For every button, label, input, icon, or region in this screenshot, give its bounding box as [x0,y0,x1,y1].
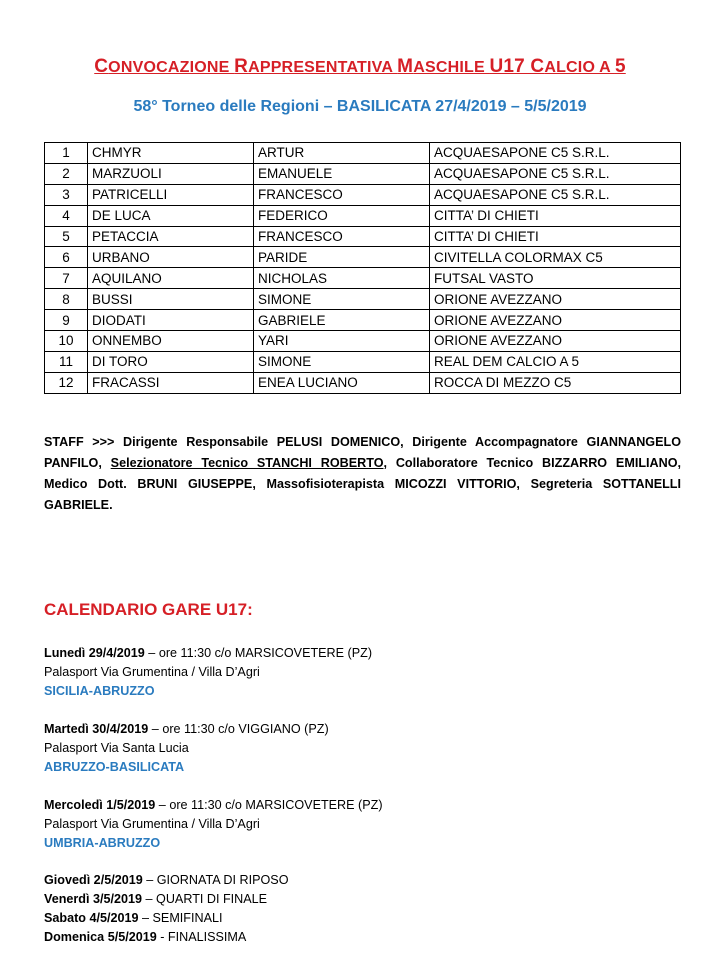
player-number: 6 [45,247,88,268]
match-block [44,796,684,853]
title-segment: R [234,56,249,77]
match-info: – ore 11:30 c/o VIGGIANO (PZ) [148,722,329,736]
staff-text: , Collaboratore Tecnico BIZZARRO EMILIANO, Medico Dott. BRUNI GIUSEPPE, Massofisioterapista MICOZZI VITTORIO, Segreteria SOTTANELLI GABRIELE. [44,456,681,512]
player-name: GABRIELE [254,310,430,331]
staff-coach-underlined: Selezionatore Tecnico STANCHI ROBERTO [110,456,384,470]
player-club: ACQUAESAPONE C5 S.R.L. [430,143,681,164]
calendar-title: CALENDARIO GARE U17: [44,600,253,619]
schedule-item [44,909,289,928]
title-segment: C [94,56,109,77]
schedule-item [44,890,289,909]
player-surname: CHMYR [88,143,254,164]
match-date-line [44,644,684,663]
match-date: Martedì 30/4/2019 [44,722,149,736]
player-number: 4 [45,205,88,226]
player-number: 1 [45,143,88,164]
schedule-text: – SEMIFINALI [138,911,223,925]
match-venue: Palasport Via Grumentina / Villa D’Agri [44,665,260,679]
player-number: 2 [45,163,88,184]
roster-row [45,268,681,289]
roster-row [45,310,681,331]
title-segment: M [397,56,414,77]
match-teams: UMBRIA-ABRUZZO [44,836,161,850]
title-segment: APPRESENTATIVA [248,59,398,76]
player-club: FUTSAL VASTO [430,268,681,289]
title-segment: U17 C [489,56,545,77]
player-surname: ONNEMBO [88,331,254,352]
tournament-subtitle: 58° Torneo delle Regioni – BASILICATA 27/4/2019 – 5/5/2019 [133,98,587,115]
player-name: EMANUELE [254,163,430,184]
match-teams: ABRUZZO-BASILICATA [44,760,185,774]
player-surname: DE LUCA [88,205,254,226]
player-surname: DIODATI [88,310,254,331]
schedule-text: – GIORNATA DI RIPOSO [142,873,289,887]
player-surname: BUSSI [88,289,254,310]
player-surname: AQUILANO [88,268,254,289]
match-block [44,644,684,701]
match-date-line [44,796,684,815]
roster-row [45,205,681,226]
player-number: 5 [45,226,88,247]
roster-row [45,372,681,393]
player-club: ROCCA DI MEZZO C5 [430,372,681,393]
player-surname: PETACCIA [88,226,254,247]
player-name: SIMONE [254,351,430,372]
roster-body [45,143,681,394]
match-date: Lunedì 29/4/2019 [44,646,145,660]
player-surname: MARZUOLI [88,163,254,184]
match-info: – ore 11:30 c/o MARSICOVETERE (PZ) [155,798,383,812]
player-number: 3 [45,184,88,205]
player-number: 9 [45,310,88,331]
player-club: CITTA’ DI CHIETI [430,205,681,226]
player-club: ACQUAESAPONE C5 S.R.L. [430,184,681,205]
player-number: 12 [45,372,88,393]
schedule-date: Domenica 5/5/2019 [44,930,157,944]
player-club: ORIONE AVEZZANO [430,331,681,352]
player-surname: PATRICELLI [88,184,254,205]
player-number: 11 [45,351,88,372]
player-name: NICHOLAS [254,268,430,289]
roster-table [44,142,681,394]
match-venue: Palasport Via Santa Lucia [44,741,189,755]
player-surname: URBANO [88,247,254,268]
player-name: ENEA LUCIANO [254,372,430,393]
player-surname: FRACASSI [88,372,254,393]
match-info: – ore 11:30 c/o MARSICOVETERE (PZ) [144,646,373,660]
roster-row [45,226,681,247]
player-number: 10 [45,331,88,352]
player-surname: DI TORO [88,351,254,372]
staff-paragraph [44,432,681,516]
title-segment: ALCIO A [544,59,615,76]
roster-row [45,143,681,164]
player-name: ARTUR [254,143,430,164]
player-number: 7 [45,268,88,289]
title-segment: 5 [614,56,626,77]
document-title [0,56,720,78]
player-club: ACQUAESAPONE C5 S.R.L. [430,163,681,184]
roster-row [45,184,681,205]
player-club: CITTA’ DI CHIETI [430,226,681,247]
player-club: ORIONE AVEZZANO [430,310,681,331]
title-segment: ASCHILE [413,59,490,76]
player-name: YARI [254,331,430,352]
player-name: PARIDE [254,247,430,268]
player-name: FEDERICO [254,205,430,226]
schedule-date: Sabato 4/5/2019 [44,911,139,925]
roster-row [45,331,681,352]
title-segment: ONVOCAZIONE [108,59,235,76]
player-club: CIVITELLA COLORMAX C5 [430,247,681,268]
schedule-item [44,928,289,947]
schedule-date: Giovedì 2/5/2019 [44,873,143,887]
roster-row [45,351,681,372]
player-name: FRANCESCO [254,226,430,247]
roster-row [45,289,681,310]
match-teams: SICILIA-ABRUZZO [44,684,155,698]
schedule-date: Venerdì 3/5/2019 [44,892,143,906]
match-block [44,720,684,777]
schedule-item [44,871,289,890]
schedule-text: – QUARTI DI FINALE [142,892,268,906]
player-name: FRANCESCO [254,184,430,205]
match-date-line [44,720,684,739]
roster-row [45,163,681,184]
match-venue: Palasport Via Grumentina / Villa D’Agri [44,817,260,831]
roster-row [45,247,681,268]
player-number: 8 [45,289,88,310]
player-club: REAL DEM CALCIO A 5 [430,351,681,372]
schedule-list [44,871,289,947]
match-date: Mercoledì 1/5/2019 [44,798,156,812]
player-club: ORIONE AVEZZANO [430,289,681,310]
player-name: SIMONE [254,289,430,310]
schedule-text: - FINALISSIMA [156,930,247,944]
staff-text: STAFF >>> Dirigente Responsabile PELUSI DOMENICO, Dirigente Accompagnatore GIANNANGELO PANFILO, [44,435,681,470]
